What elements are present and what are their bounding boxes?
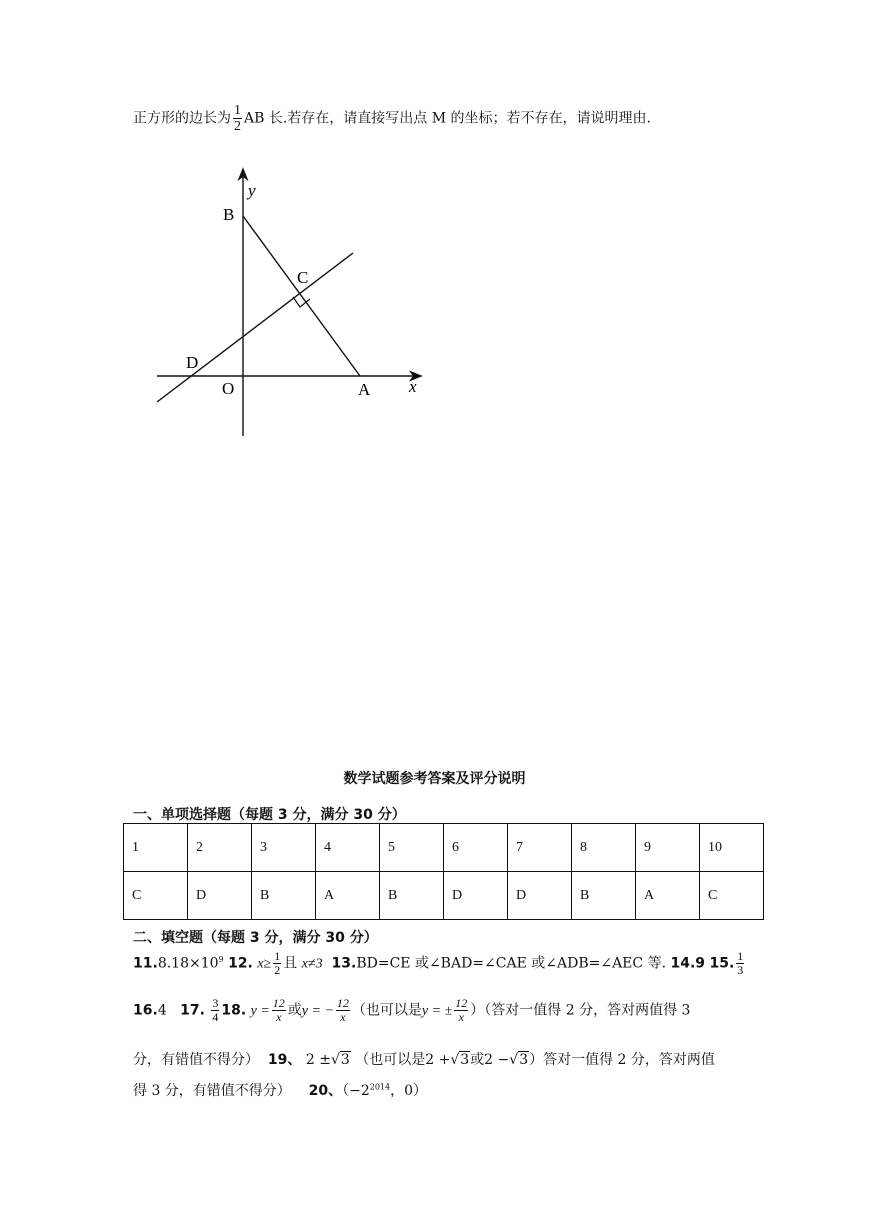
table-cell: B bbox=[380, 872, 444, 920]
q11-value: 8.18×10 bbox=[157, 955, 219, 972]
choice-answer-table bbox=[123, 823, 764, 920]
q19-plus: 2 + bbox=[425, 1052, 451, 1068]
q18-fraction-3 bbox=[454, 997, 468, 1024]
q12-inequality: x≥ bbox=[257, 956, 272, 972]
q12-number: 12. bbox=[228, 955, 253, 972]
q11-exponent: 9 bbox=[218, 954, 224, 964]
fraction-denominator: 2 bbox=[234, 119, 241, 134]
q19-alternative: （也可以是 bbox=[355, 1052, 426, 1068]
label-d: D bbox=[186, 353, 199, 372]
answers-line-3: 分，有错值不得分） 19、 2 ±√3 （也可以是2 +√3或2 −√3）答对一值得 2 分，答对两值 bbox=[133, 1052, 715, 1068]
label-y: y bbox=[248, 181, 256, 200]
q15-fraction bbox=[736, 950, 744, 977]
table-cell: 10 bbox=[700, 824, 764, 872]
table-cell: 5 bbox=[380, 824, 444, 872]
q19-radicand: 3 bbox=[340, 1052, 350, 1068]
fraction-numerator: 1 bbox=[737, 949, 744, 963]
table-cell: D bbox=[188, 872, 252, 920]
answers-line-2 bbox=[133, 997, 690, 1024]
q18-scoring-cont: 分，有错值不得分） bbox=[133, 1052, 259, 1068]
problem-text-before: 正方形的边长为 bbox=[133, 110, 231, 127]
label-x: x bbox=[409, 377, 417, 396]
q18-alternative: （也可以是 bbox=[351, 1002, 422, 1019]
table-cell: 7 bbox=[508, 824, 572, 872]
line-dc bbox=[157, 253, 353, 402]
fraction-denominator: 3 bbox=[737, 963, 744, 977]
fraction-numerator: 1 bbox=[274, 949, 281, 963]
table-cell: 4 bbox=[316, 824, 380, 872]
table-cell: D bbox=[508, 872, 572, 920]
table-row-choices bbox=[124, 872, 764, 920]
q19-minus: 2 − bbox=[484, 1052, 510, 1068]
table-cell: 2 bbox=[188, 824, 252, 872]
fraction-denominator: x bbox=[458, 1010, 464, 1024]
q17-fraction bbox=[211, 997, 219, 1024]
q19-value: 2 ± bbox=[305, 1052, 331, 1068]
q19-radicand-3: 3 bbox=[519, 1052, 529, 1068]
fraction-numerator: 12 bbox=[272, 996, 285, 1010]
fraction-denominator: x bbox=[276, 1010, 282, 1024]
table-cell: 9 bbox=[636, 824, 700, 872]
table-cell: C bbox=[700, 872, 764, 920]
answers-line-4 bbox=[133, 1080, 427, 1100]
q15-number: 15. bbox=[709, 955, 735, 972]
q19-scoring: ）答对一值得 2 分，答对两值 bbox=[529, 1052, 715, 1068]
table-cell: 8 bbox=[572, 824, 636, 872]
q20-value-end: ，0） bbox=[390, 1083, 428, 1099]
coordinate-figure bbox=[0, 0, 869, 460]
q18-fraction-1 bbox=[272, 997, 286, 1024]
answers-line-1 bbox=[133, 950, 746, 977]
q18-number: 18. bbox=[221, 1002, 247, 1019]
label-o: O bbox=[222, 379, 235, 398]
table-cell: 1 bbox=[124, 824, 188, 872]
fraction-numerator: 1 bbox=[234, 103, 241, 118]
q18-y: y = bbox=[250, 1003, 270, 1019]
table-row-numbers bbox=[124, 824, 764, 872]
fraction-numerator: 3 bbox=[212, 996, 219, 1010]
q19-scoring-cont: 得 3 分，有错值不得分） bbox=[133, 1083, 291, 1099]
problem-text-after: AB 长.若存在，请直接写出点 M 的坐标；若不存在，请说明理由. bbox=[244, 110, 651, 127]
answers-title: 数学试题参考答案及评分说明 bbox=[343, 771, 526, 787]
table-cell: A bbox=[636, 872, 700, 920]
segment-ab bbox=[243, 216, 360, 376]
q13-value: BD=CE 或∠BAD=∠CAE 或∠ADB=∠AEC 等. bbox=[356, 955, 667, 972]
q16-value: 4 bbox=[157, 1002, 167, 1019]
q18-or: 或 bbox=[287, 1002, 302, 1019]
q20-number: 20、 bbox=[308, 1083, 343, 1099]
q18-scoring: ）（答对一值得 2 分，答对两值得 3 bbox=[470, 1002, 691, 1019]
q18-fraction-2 bbox=[336, 997, 350, 1024]
q16-number: 16. bbox=[133, 1002, 158, 1019]
q19-radicand-2: 3 bbox=[460, 1052, 470, 1068]
fraction-denominator: 4 bbox=[212, 1010, 219, 1024]
fraction-numerator: 12 bbox=[336, 996, 349, 1010]
label-b: B bbox=[223, 205, 235, 224]
section-2-heading: 二、填空题（每题 3 分，满分 30 分） bbox=[133, 930, 378, 946]
q18-y-negative: y = − bbox=[301, 1003, 334, 1019]
fraction-denominator: x bbox=[340, 1010, 346, 1024]
fraction-numerator: 12 bbox=[455, 996, 468, 1010]
q18-y-plusminus: y = ± bbox=[421, 1003, 453, 1019]
q11-number: 11. bbox=[133, 955, 158, 972]
q19-or: 或 bbox=[470, 1052, 485, 1068]
q12-condition: x≠3 bbox=[301, 956, 323, 972]
q19-number: 19、 bbox=[267, 1052, 302, 1068]
table-cell: C bbox=[124, 872, 188, 920]
section-1-heading: 一、单项选择题（每题 3 分，满分 30 分） bbox=[133, 807, 406, 823]
label-a: A bbox=[358, 380, 371, 399]
table-cell: D bbox=[444, 872, 508, 920]
table-cell: B bbox=[252, 872, 316, 920]
table-cell: 3 bbox=[252, 824, 316, 872]
q17-number: 17. bbox=[180, 1002, 205, 1019]
label-c: C bbox=[297, 268, 309, 287]
fraction-denominator: 2 bbox=[274, 963, 281, 977]
table-cell: 6 bbox=[444, 824, 508, 872]
q20-value: （−2 bbox=[342, 1083, 370, 1099]
table-cell: A bbox=[316, 872, 380, 920]
q12-and: 且 bbox=[283, 955, 298, 972]
q20-exponent: 2014 bbox=[369, 1082, 391, 1092]
q13-number: 13. bbox=[331, 955, 357, 972]
q14-answer: 14.9 bbox=[670, 955, 706, 972]
table-cell: B bbox=[572, 872, 636, 920]
right-angle-mark bbox=[293, 297, 310, 307]
q12-fraction bbox=[273, 950, 281, 977]
